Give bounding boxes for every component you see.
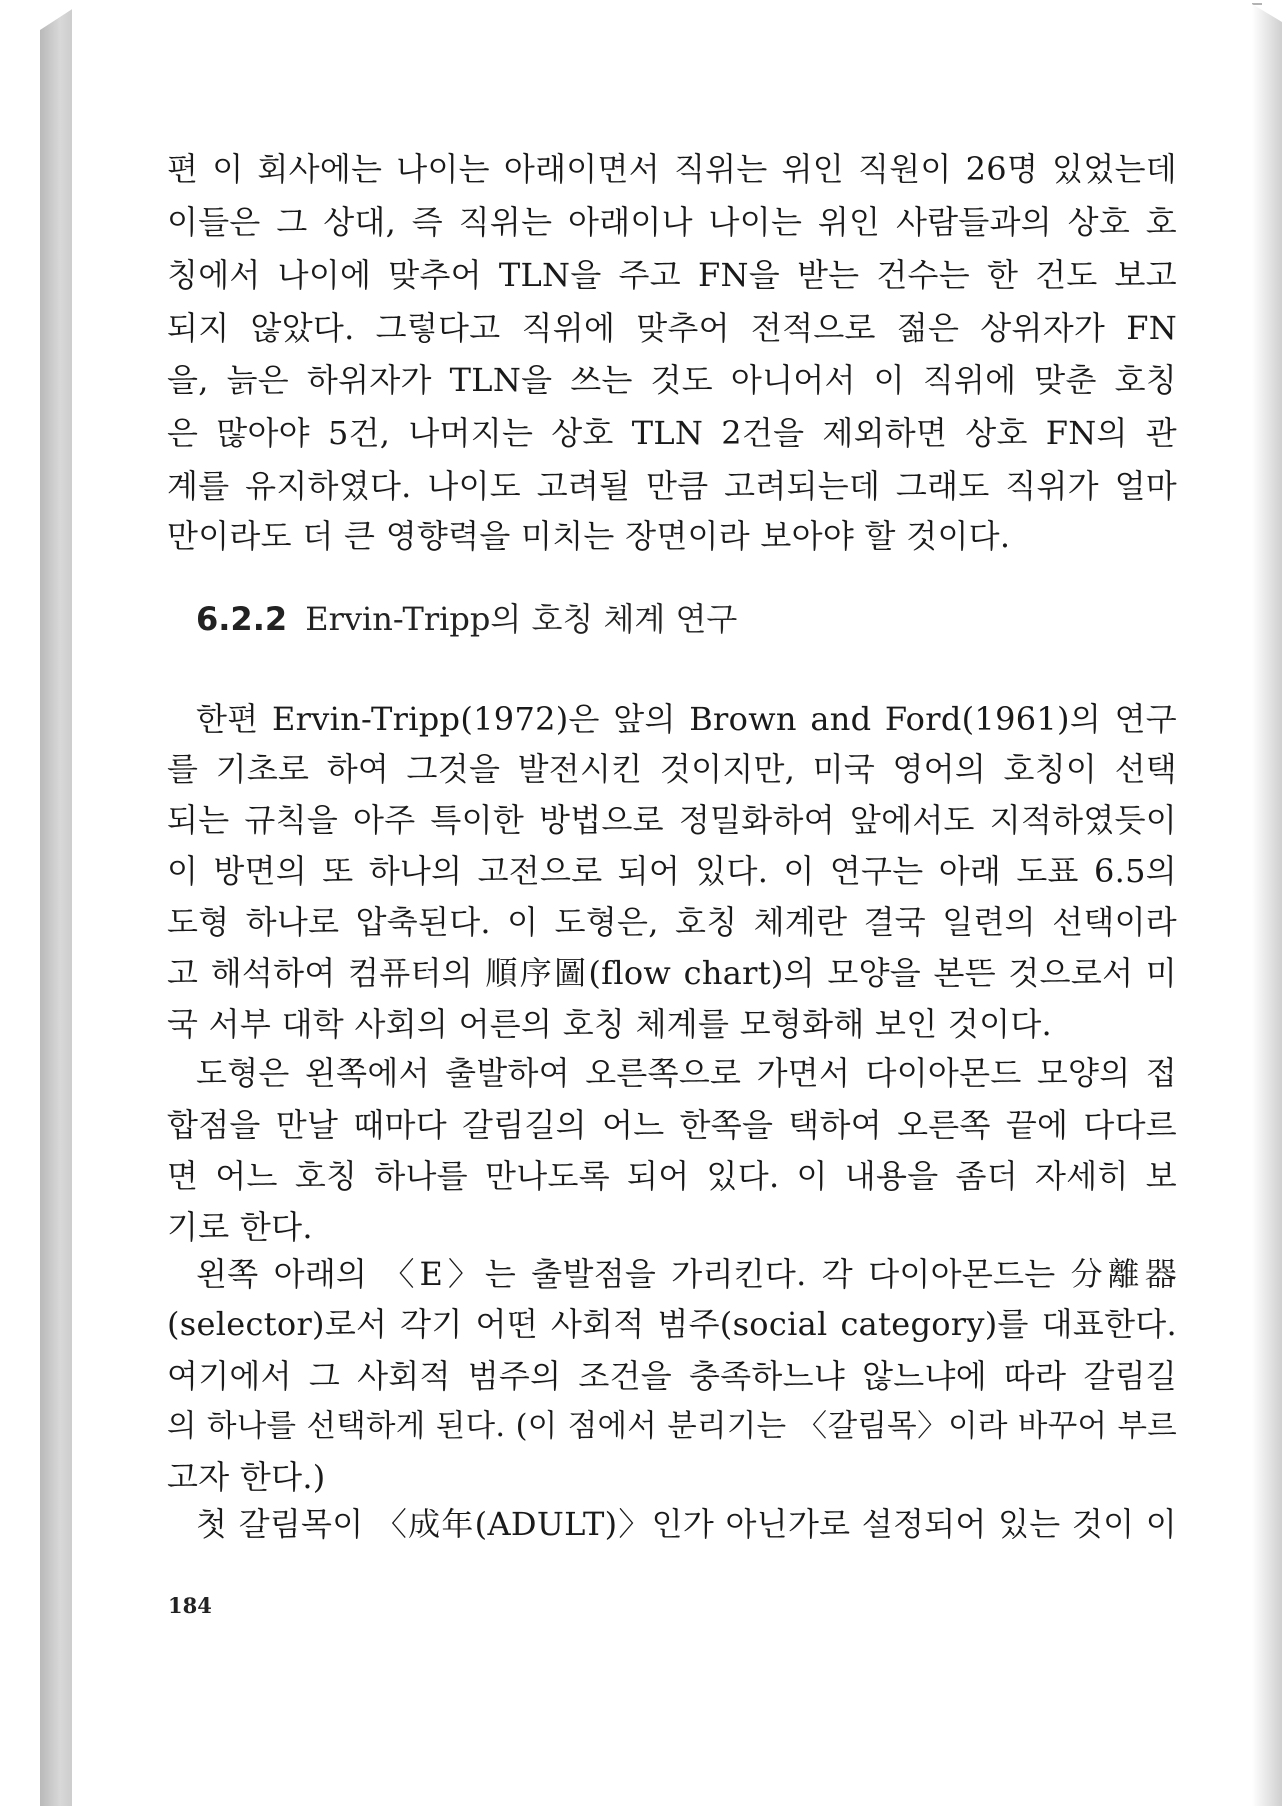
text-line: 을, 늙은 하위자가 TLN을 쓰는 것도 아니어서 이 직위에 맞춘 호칭 — [167, 361, 1177, 399]
text-line: 합점을 만날 때마다 갈림길의 어느 한쪽을 택하여 오른쪽 끝에 다다르 — [167, 1106, 1177, 1144]
text-line: 를 기초로 하여 그것을 발전시킨 것이지만, 미국 영어의 호칭이 선택 — [167, 750, 1177, 788]
text-line: 계를 유지하였다. 나이도 고려될 만큼 고려되는데 그래도 직위가 얼마 — [167, 467, 1177, 505]
text-line: 이들은 그 상대, 즉 직위는 아래이나 나이는 위인 사람들과의 상호 호 — [167, 203, 1177, 241]
section-number: 6.2.2 — [196, 600, 288, 638]
text-line: 도형 하나로 압축된다. 이 도형은, 호칭 체계란 결국 일련의 선택이라 — [167, 903, 1177, 941]
text-line: 첫 갈림목이 〈成年(ADULT)〉인가 아닌가로 설정되어 있는 것이 이 — [196, 1505, 1177, 1543]
text-line: 되지 않았다. 그렇다고 직위에 맞추어 전적으로 젊은 상위자가 FN — [167, 309, 1177, 347]
text-line: 기로 한다. — [167, 1208, 313, 1246]
section-heading — [196, 592, 996, 646]
text-line: 은 많아야 5건, 나머지는 상호 TLN 2건을 제외하면 상호 FN의 관 — [167, 414, 1177, 452]
book-page — [72, 0, 1252, 1806]
text-line: 칭에서 나이에 맞추어 TLN을 주고 FN을 받는 건수는 한 건도 보고 — [167, 256, 1177, 294]
text-line: (selector)로서 각기 어떤 사회적 범주(social category)를 대표한다. — [167, 1305, 1177, 1343]
text-line: 도형은 왼쪽에서 출발하여 오른쪽으로 가면서 다이아몬드 모양의 접 — [196, 1054, 1177, 1092]
text-line: 국 서부 대학 사회의 어른의 호칭 체계를 모형화해 보인 것이다. — [167, 1005, 1053, 1043]
text-line: 만이라도 더 큰 영향력을 미치는 장면이라 보아야 할 것이다. — [167, 517, 1011, 555]
text-line: 고 해석하여 컴퓨터의 順序圖(flow chart)의 모양을 본뜬 것으로서 미 — [167, 954, 1177, 992]
text-line: 여기에서 그 사회적 범주의 조건을 충족하느냐 않느냐에 따라 갈림길 — [167, 1357, 1177, 1395]
section-title: Ervin-Tripp의 호칭 체계 연구 — [305, 600, 738, 638]
text-line: 편 이 회사에는 나이는 아래이면서 직위는 위인 직원이 26명 있었는데 — [167, 150, 1177, 188]
text-line: 되는 규칙을 아주 특이한 방법으로 정밀화하여 앞에서도 지적하였듯이 — [167, 801, 1177, 839]
text-line: 이 방면의 또 하나의 고전으로 되어 있다. 이 연구는 아래 도표 6.5의 — [167, 852, 1177, 890]
text-line: 의 하나를 선택하게 된다. (이 점에서 분리기는 〈갈림목〉이라 바꾸어 부르 — [167, 1409, 1177, 1444]
text-line: 한편 Ervin-Tripp(1972)은 앞의 Brown and Ford(1961)의 연구 — [196, 700, 1177, 738]
text-line: 면 어느 호칭 하나를 만나도록 되어 있다. 이 내용을 좀더 자세히 보 — [167, 1157, 1177, 1195]
text-line: 왼쪽 아래의 〈E〉는 출발점을 가리킨다. 각 다이아몬드는 分離器 — [196, 1255, 1177, 1293]
text-line: 고자 한다.) — [167, 1458, 326, 1496]
page-number: 184 — [168, 1593, 212, 1618]
